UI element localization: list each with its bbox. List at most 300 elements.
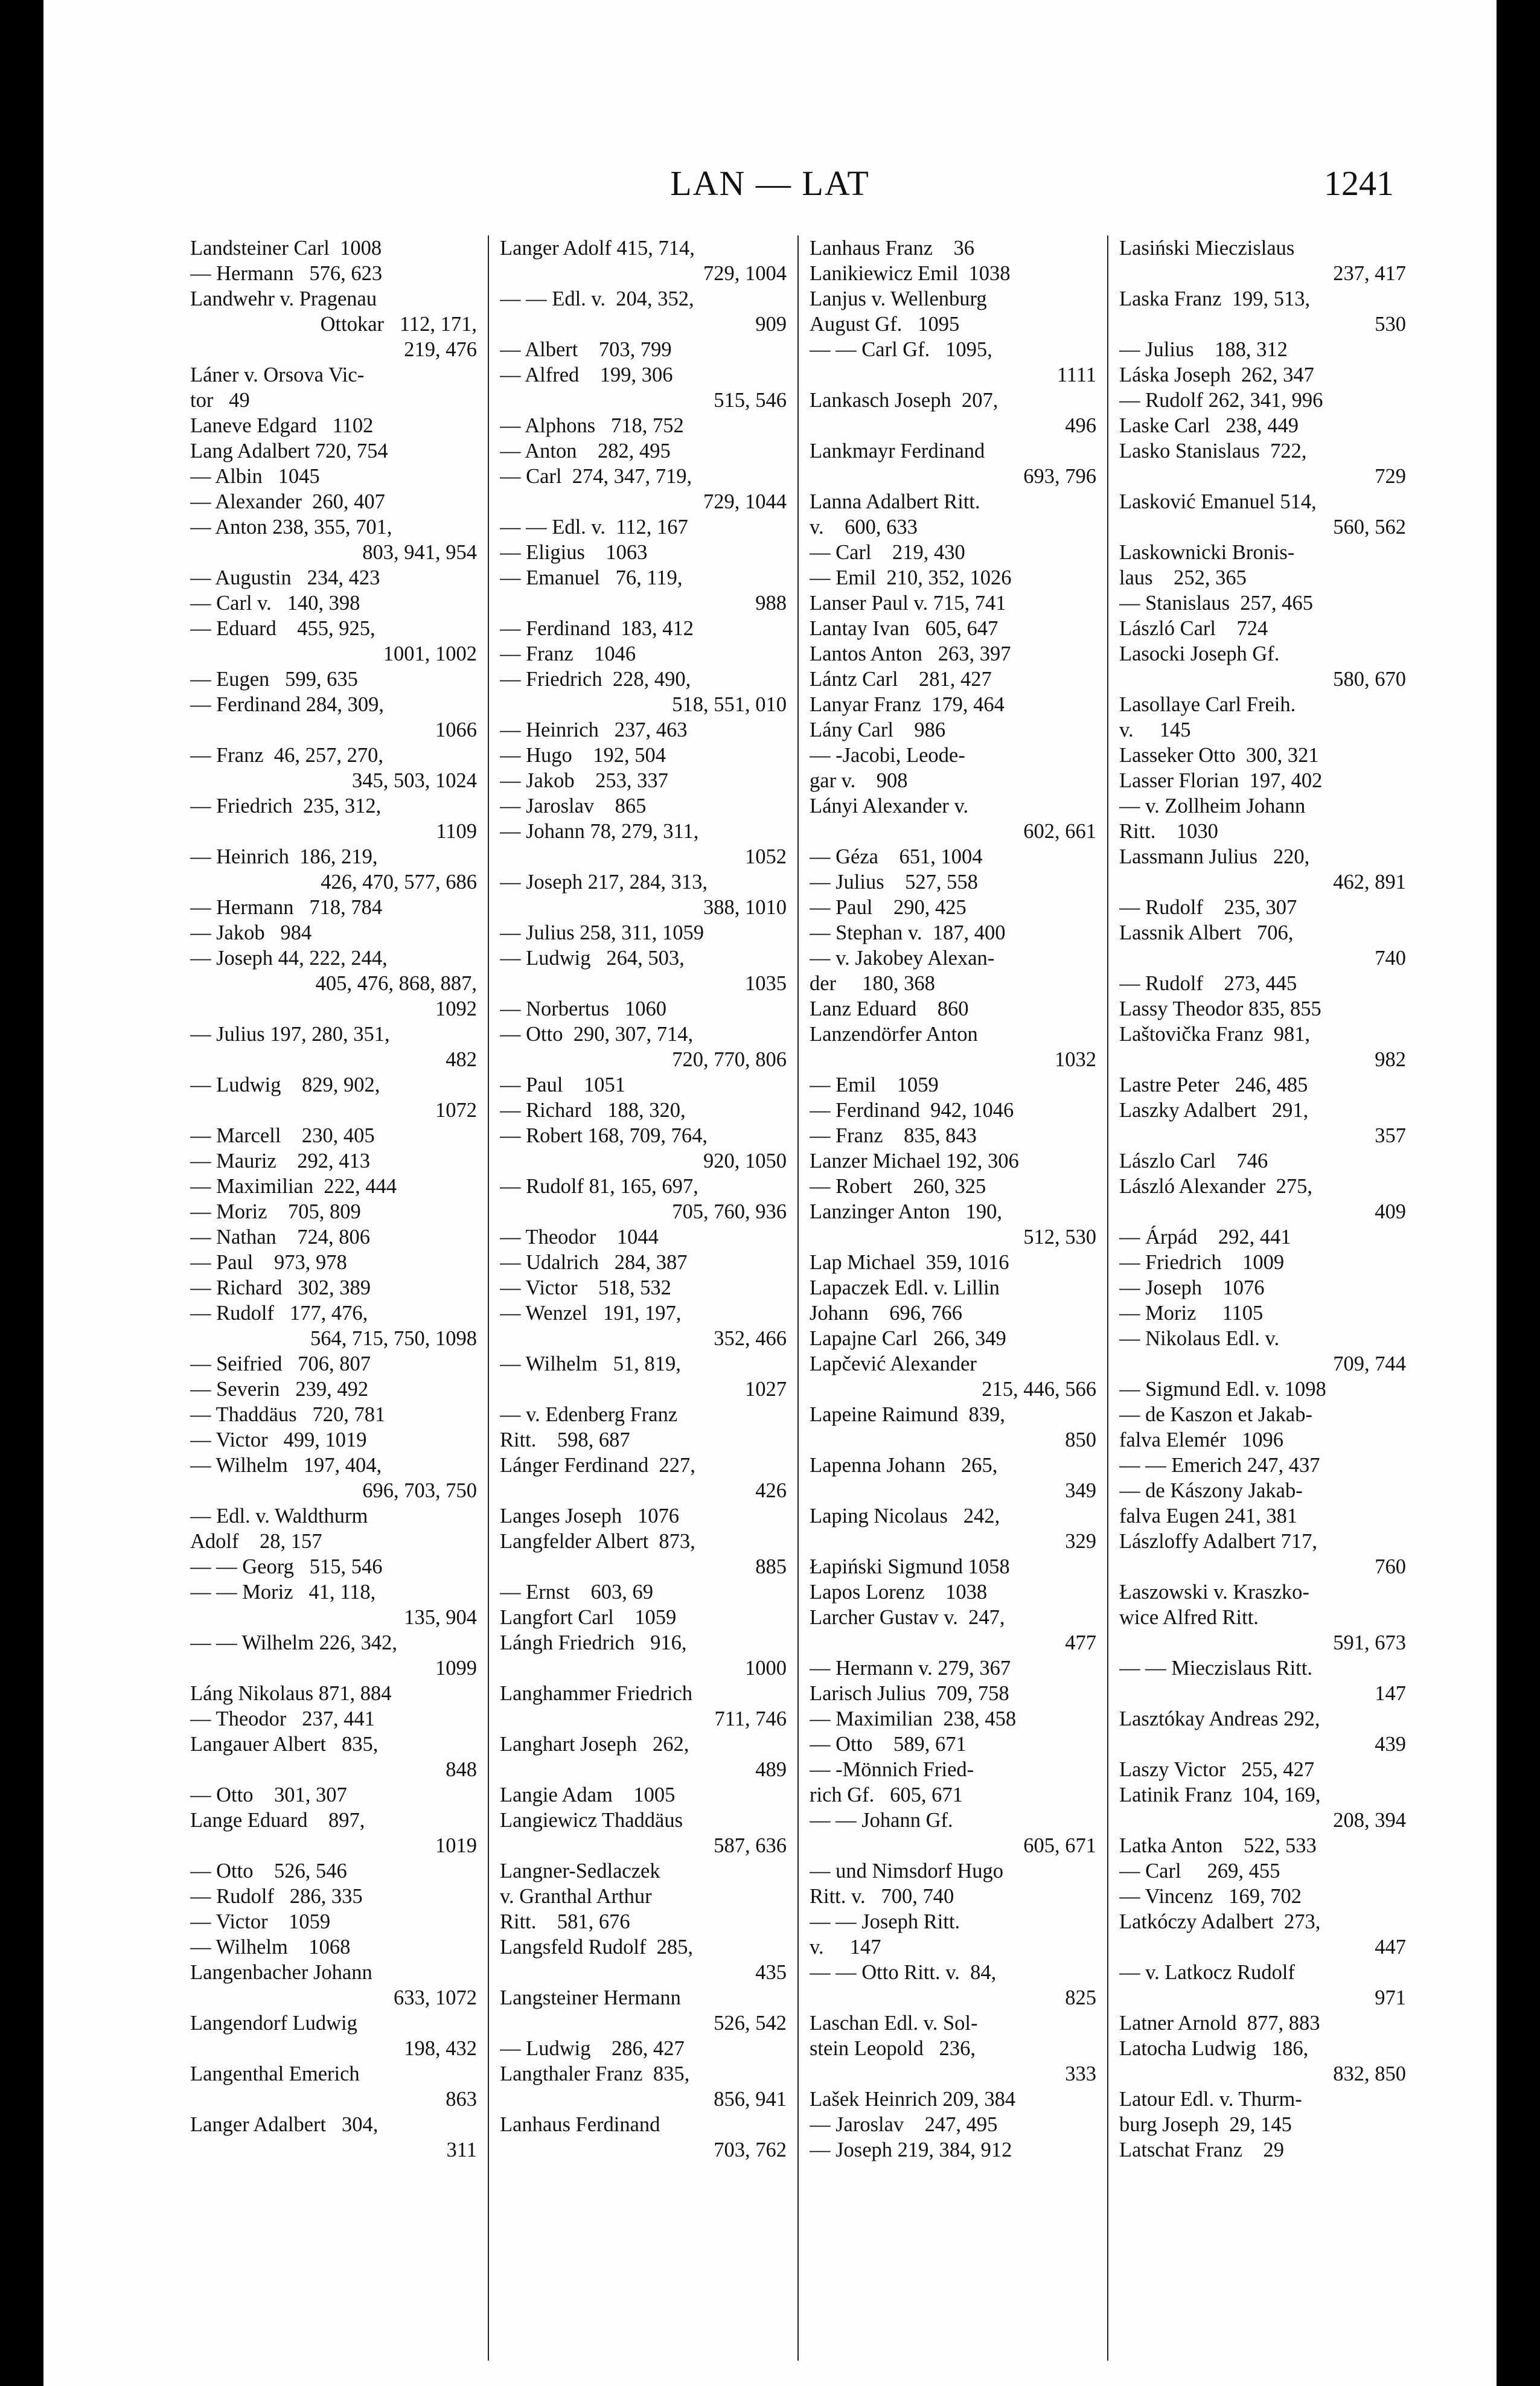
index-entry-line: 1000 [745,1657,787,1680]
index-entry-line: 311 [446,2138,477,2161]
index-entry-line: — Carl 269, 455 [1119,1860,1280,1882]
index-entry-line: v. 600, 633 [810,516,918,539]
index-entry-line: — und Nimsdorf Hugo [810,1860,1004,1882]
index-entry-line: Lászlo Carl 746 [1119,1150,1268,1172]
index-entry-line: — -Jacobi, Leode- [810,744,965,767]
index-entry-line: Langer Adalbert 304, [190,2113,379,2136]
index-entry-line: — Alphons 718, 752 [500,414,684,437]
index-entry-line: — Rudolf 273, 445 [1119,972,1297,995]
index-entry-line: — v. Zollheim Johann [1119,795,1306,817]
index-entry-line: Laszy Victor 255, 427 [1119,1758,1315,1781]
index-entry-line: Lanzendörfer Anton [810,1023,978,1046]
index-entry-line: Laska Franz 199, 513, [1119,287,1311,310]
index-entry-line: falva Eugen 241, 381 [1119,1505,1298,1527]
index-entry-line: 329 [1065,1530,1096,1553]
index-entry-line: — Mauriz 292, 413 [190,1150,371,1172]
index-entry-line: Laschan Edl. v. Sol- [810,2012,978,2035]
index-entry-line: — Friedrich 228, 490, [500,668,691,691]
index-entry-line: — Emanuel 76, 119, [500,566,683,589]
scan-edge-left [0,0,43,2386]
index-entry-line: 633, 1072 [394,1986,477,2009]
index-entry-line: — Sigmund Edl. v. 1098 [1119,1378,1326,1401]
index-entry-line: 885 [755,1555,787,1578]
index-entry-line: Lángh Friedrich 916, [500,1631,687,1654]
column-3 [799,235,1108,2361]
index-entry-line: — Stephan v. 187, 400 [810,921,1006,944]
index-entry-line: — Jakob 984 [190,921,312,944]
index-entry-line: Lanz Eduard 860 [810,997,969,1020]
index-entry-line: Lasocki Joseph Gf. [1119,642,1280,665]
index-entry-line: 147 [1375,1682,1406,1705]
index-entry-line: — Augustin 234, 423 [190,566,380,589]
index-entry-line: rich Gf. 605, 671 [810,1783,963,1806]
index-entry-line: — Joseph 1076 [1119,1276,1265,1299]
index-entry-line: 720, 770, 806 [672,1048,787,1071]
index-entry-line: — v. Latkocz Rudolf [1119,1961,1295,1984]
index-entry-line: 215, 446, 566 [982,1378,1096,1401]
index-entry-line: 333 [1065,2062,1096,2085]
index-entry-line: der 180, 368 [810,972,935,995]
index-entry-line: — Géza 651, 1004 [810,845,983,868]
index-entry-line: 705, 760, 936 [672,1200,787,1223]
index-entry-line: — — Mieczislaus Ritt. [1119,1657,1313,1680]
index-entry-line: 477 [1065,1631,1096,1654]
index-entry-line: 863 [446,2088,477,2111]
index-entry-line: — Otto 290, 307, 714, [500,1023,694,1046]
index-entry-line: — Heinrich 237, 463 [500,718,688,741]
index-entry-line: Ritt. 1030 [1119,820,1218,843]
index-entry-line: 982 [1375,1048,1406,1071]
index-entry-line: László Alexander 275, [1119,1175,1312,1198]
index-entry-line: 740 [1375,947,1406,970]
index-entry-line: — Carl v. 140, 398 [190,592,360,615]
index-entry-line: Lány Carl 986 [810,718,946,741]
index-entry-line: Langhammer Friedrich [500,1682,693,1705]
index-entry-line: Lassnik Albert 706, [1119,921,1294,944]
index-entry-line: Latka Anton 522, 533 [1119,1834,1317,1857]
index-entry-line: Lassy Theodor 835, 855 [1119,997,1321,1020]
index-entry-line: 848 [446,1758,477,1781]
index-entry-line: — Moriz 1105 [1119,1302,1264,1325]
index-entry-line: 729 [1375,465,1406,488]
index-entry-line: — Theodor 1044 [500,1226,659,1249]
index-entry-line: 349 [1065,1479,1096,1502]
index-entry-line: Lanna Adalbert Ritt. [810,490,980,513]
index-entry-line: 1001, 1002 [383,642,477,665]
index-entry-line: Laszky Adalbert 291, [1119,1099,1309,1122]
index-entry-line: — Nathan 724, 806 [190,1226,371,1249]
index-entry-line: — Friedrich 235, 312, [190,795,382,817]
index-entry-line: — Thaddäus 720, 781 [190,1403,386,1426]
index-entry-line: Laneve Edgard 1102 [190,414,374,437]
index-entry-line: 237, 417 [1333,262,1406,285]
index-entry-line: — Julius 197, 280, 351, [190,1023,390,1046]
index-entry-line: — Otto 526, 546 [190,1860,347,1882]
index-entry-line: — Maximilian 222, 444 [190,1175,397,1198]
index-entry-line: — v. Jakobey Alexan- [810,947,995,970]
index-entry-line: 496 [1065,414,1096,437]
index-entry-line: — Ferdinand 942, 1046 [810,1099,1014,1122]
index-entry-line: 515, 546 [714,389,787,412]
index-entry-line: 512, 530 [1023,1226,1096,1249]
column-1 [179,235,489,2361]
index-entry-line: Láska Joseph 262, 347 [1119,363,1314,386]
index-entry-line: Langthaler Franz 835, [500,2062,690,2085]
index-entry-line: Lang Adalbert 720, 754 [190,440,388,462]
index-entry-line: Lastre Peter 246, 485 [1119,1073,1308,1096]
index-entry-line: — Rudolf 81, 165, 697, [500,1175,698,1198]
index-entry-line: — Franz 835, 843 [810,1124,977,1147]
index-entry-line: 345, 503, 1024 [352,769,477,792]
index-entry-line: 909 [755,313,787,336]
index-entry-line: Laštovička Franz 981, [1119,1023,1311,1046]
index-entry-line: 1027 [745,1378,787,1401]
running-head: LAN — LAT [670,164,870,203]
index-entry-line: 1052 [745,845,787,868]
index-entry-line: — Robert 168, 709, 764, [500,1124,708,1147]
index-entry-line: Lašek Heinrich 209, 384 [810,2088,1016,2111]
index-entry-line: — Edl. v. Waldthurm [190,1505,368,1527]
index-entry-line: Latschat Franz 29 [1119,2138,1285,2161]
index-entry-line: Ritt. 598, 687 [500,1428,630,1451]
index-entry-line: 850 [1065,1428,1096,1451]
index-entry-line: Lányi Alexander v. [810,795,969,817]
index-entry-line: — Rudolf 177, 476, [190,1302,368,1325]
index-entry-line: 1111 [1056,363,1096,386]
index-entry-line: 198, 432 [404,2037,477,2060]
index-entry-line: — -Mönnich Fried- [810,1758,974,1781]
index-entry-line: Langie Adam 1005 [500,1783,676,1806]
index-entry-line: Lapeine Raimund 839, [810,1403,1005,1426]
index-entry-line: Lasko Stanislaus 722, [1119,440,1307,462]
index-entry-line: Lanhaus Franz 36 [810,237,975,260]
index-entry-line: 803, 941, 954 [362,541,477,564]
index-entry-line: — Ferdinand 284, 309, [190,693,385,716]
index-entry-line: Lasollaye Carl Freih. [1119,693,1296,716]
index-entry-line: gar v. 908 [810,769,908,792]
index-entry-line: Adolf 28, 157 [190,1530,322,1553]
index-entry-line: — Victor 518, 532 [500,1276,671,1299]
index-entry-line: Lanser Paul v. 715, 741 [810,592,1006,615]
index-entry-line: — Vincenz 169, 702 [1119,1885,1302,1908]
index-entry-line: 426 [755,1479,787,1502]
index-entry-line: Landwehr v. Pragenau [190,287,377,310]
page-header [43,163,1497,217]
index-entry-line: Lantos Anton 263, 397 [810,642,1011,665]
index-entry-line: Ritt. v. 700, 740 [810,1885,954,1908]
index-entry-line: 1019 [435,1834,477,1857]
index-entry-line: 135, 904 [404,1606,477,1629]
index-entry-line: 703, 762 [714,2138,787,2161]
index-entry-line: — Paul 1051 [500,1073,625,1096]
index-entry-line: — Stanislaus 257, 465 [1119,592,1314,615]
index-entry-line: — Richard 188, 320, [500,1099,686,1122]
index-entry-line: 489 [755,1758,787,1781]
index-entry-line: 1099 [435,1657,477,1680]
index-entry-line: 208, 394 [1333,1809,1406,1832]
index-entry-line: Lantay Ivan 605, 647 [810,617,998,640]
index-entry-line: Langauer Albert 835, [190,1733,379,1756]
index-entry-line: — Joseph 217, 284, 313, [500,871,708,894]
index-entry-line: Langenbacher Johann [190,1961,372,1984]
index-entry-line: Lap Michael 359, 1016 [810,1251,1009,1274]
index-entry-line: Lapenna Johann 265, [810,1454,998,1477]
index-entry-line: — Richard 302, 389 [190,1276,371,1299]
index-entry-line: Langhart Joseph 262, [500,1733,689,1756]
index-entry-line: 1072 [435,1099,477,1122]
index-entry-line: — Julius 258, 311, 1059 [500,921,704,944]
index-entry-line: Langer Adolf 415, 714, [500,237,695,260]
index-entry-line: 856, 941 [714,2088,787,2111]
index-entry-line: — — Edl. v. 112, 167 [500,516,688,539]
index-entry-line: — — Otto Ritt. v. 84, [810,1961,997,1984]
index-entry-line: — Friedrich 1009 [1119,1251,1285,1274]
index-entry-line: 580, 670 [1333,668,1406,691]
index-entry-line: Langsteiner Hermann [500,1986,681,2009]
index-entry-line: 530 [1375,313,1406,336]
index-entry-line: 1092 [435,997,477,1020]
index-entry-line: Lapos Lorenz 1038 [810,1581,988,1604]
index-entry-line: Lasković Emanuel 514, [1119,490,1317,513]
index-entry-line: — Árpád 292, 441 [1119,1226,1291,1249]
index-entry-line: — Robert 260, 325 [810,1175,986,1198]
page-number: 1241 [1324,164,1394,203]
index-entry-line: Langenthal Emerich [190,2062,360,2085]
index-entry-line: — Johann 78, 279, 311, [500,820,699,843]
index-entry-line: 709, 744 [1333,1352,1406,1375]
index-entry-line: — Maximilian 238, 458 [810,1707,1017,1730]
index-entry-line: 825 [1065,1986,1096,2009]
index-entry-line: — Emil 1059 [810,1073,939,1096]
index-entry-line: 1066 [435,718,477,741]
index-entry-line: 605, 671 [1023,1834,1096,1857]
index-entry-line: 518, 551, 010 [672,693,787,716]
index-entry-line: 1035 [745,972,787,995]
index-entry-line: — Eduard 455, 925, [190,617,375,640]
index-entry-line: — Hugo 192, 504 [500,744,666,767]
index-entry-line: Lassmann Julius 220, [1119,845,1310,868]
index-entry-line: — Otto 301, 307 [190,1783,347,1806]
index-entry-line: — Nikolaus Edl. v. [1119,1327,1280,1350]
index-entry-line: 1109 [436,820,477,843]
column-2 [489,235,799,2361]
index-entry-line: 426, 470, 577, 686 [321,871,477,894]
index-entry-line: falva Elemér 1096 [1119,1428,1284,1451]
index-entry-line: — Anton 238, 355, 701, [190,516,392,539]
index-entry-line: Langfelder Albert 873, [500,1530,695,1553]
index-entry-line: 526, 542 [714,2012,787,2035]
index-entry-line: Lankasch Joseph 207, [810,389,998,412]
index-entry-line: Lapčević Alexander [810,1352,977,1375]
index-entry-line: — v. Edenberg Franz [500,1403,678,1426]
index-entry-line: 357 [1375,1124,1406,1147]
index-entry-line: — Victor 499, 1019 [190,1428,367,1451]
index-entry-line: — Hermann 576, 623 [190,262,383,285]
scan-edge-right [1497,0,1540,2386]
index-entry-line: 729, 1044 [703,490,787,513]
index-entry-line: — Moriz 705, 809 [190,1200,361,1223]
index-entry-line: Langner-Sedlaczek [500,1860,660,1882]
index-entry-line: — Rudolf 235, 307 [1119,896,1297,919]
index-entry-line: — — Johann Gf. [810,1809,953,1832]
index-entry-line: — Carl 219, 430 [810,541,965,564]
index-entry-line: 760 [1375,1555,1406,1578]
index-entry-line: — — Edl. v. 204, 352, [500,287,694,310]
index-entry-line: — Marcell 230, 405 [190,1124,375,1147]
index-entry-line: — Ludwig 286, 427 [500,2037,685,2060]
index-entry-line: Lasztókay Andreas 292, [1119,1707,1320,1730]
index-entry-line: Langiewicz Thaddäus [500,1809,683,1832]
index-entry-line: Lanyar Franz 179, 464 [810,693,1005,716]
index-entry-line: 435 [755,1961,787,1984]
index-entry-line: 352, 466 [714,1327,787,1350]
index-entry-line: — — Georg 515, 546 [190,1555,383,1578]
index-entry-line: Landsteiner Carl 1008 [190,237,382,260]
index-entry-line: 439 [1375,1733,1406,1756]
index-entry-line: 388, 1010 [703,896,787,919]
index-entry-line: Lanikiewicz Emil 1038 [810,262,1011,285]
index-entry-line: 602, 661 [1023,820,1096,843]
index-entry-line: v. Granthal Arthur [500,1885,652,1908]
index-entry-line: wice Alfred Ritt. [1119,1606,1259,1629]
index-entry-line: Larcher Gustav v. 247, [810,1606,1005,1629]
index-entry-line: — Wilhelm 51, 819, [500,1352,681,1375]
index-entry-line: 693, 796 [1023,465,1096,488]
index-entry-line: — Norbertus 1060 [500,997,666,1020]
index-entry-line: Lászloffy Adalbert 717, [1119,1530,1317,1553]
index-entry-line: — Ludwig 829, 902, [190,1073,380,1096]
index-entry-line: — Albin 1045 [190,465,320,488]
index-entry-line: — Franz 1046 [500,642,636,665]
index-entry-line: 832, 850 [1333,2062,1406,2085]
index-entry-line: — Joseph 219, 384, 912 [810,2138,1012,2161]
index-entry-line: — Otto 589, 671 [810,1733,966,1756]
index-entry-line: 711, 746 [714,1707,787,1730]
index-entry-line: Johann 696, 766 [810,1302,962,1325]
index-entry-line: Latner Arnold 877, 883 [1119,2012,1320,2035]
index-entry-line: — Udalrich 284, 387 [500,1251,688,1274]
index-entry-line: — Jaroslav 865 [500,795,647,817]
index-entry-line: — Wilhelm 197, 404, [190,1454,382,1477]
index-entry-line: 1032 [1055,1048,1096,1071]
index-entry-line: — Theodor 237, 441 [190,1707,375,1730]
index-entry-line: Laping Nicolaus 242, [810,1505,1000,1527]
index-entry-line: 971 [1375,1986,1406,2009]
index-entry-line: August Gf. 1095 [810,313,960,336]
index-entry-line: — Ferdinand 183, 412 [500,617,694,640]
index-entry-line: Láner v. Orsova Vic- [190,363,365,386]
index-entry-line: — Jaroslav 247, 495 [810,2113,998,2136]
index-entry-line: — Eligius 1063 [500,541,648,564]
index-entry-line: — Emil 210, 352, 1026 [810,566,1012,589]
index-entry-line: — Joseph 44, 222, 244, [190,947,388,970]
index-entry-line: — Rudolf 286, 335 [190,1885,363,1908]
index-entry-line: — — Moriz 41, 118, [190,1581,376,1604]
index-columns [179,235,1417,2361]
index-entry-line: 591, 673 [1333,1631,1406,1654]
index-entry-line: Latkóczy Adalbert 273, [1119,1910,1321,1933]
index-entry-line: — Heinrich 186, 219, [190,845,378,868]
index-entry-line: — Severin 239, 492 [190,1378,369,1401]
index-entry-line: Larisch Julius 709, 758 [810,1682,1009,1705]
index-entry-line: — Ernst 603, 69 [500,1581,653,1604]
index-entry-line: tor 49 [190,389,250,412]
index-entry-line: — de Kászony Jakab- [1119,1479,1303,1502]
index-entry-line: 482 [446,1048,477,1071]
index-entry-line: 447 [1375,1936,1406,1959]
index-entry-line: — Rudolf 262, 341, 996 [1119,389,1323,412]
index-entry-line: Lankmayr Ferdinand [810,440,985,462]
index-entry-line: Langsfeld Rudolf 285, [500,1936,694,1959]
index-entry-line: Láng Nikolaus 871, 884 [190,1682,392,1705]
column-4 [1108,235,1417,2361]
index-entry-line: Lasser Florian 197, 402 [1119,769,1323,792]
index-entry-line: — Eugen 599, 635 [190,668,358,691]
index-entry-line: 564, 715, 750, 1098 [310,1327,477,1350]
index-entry-line: Ottokar 112, 171, [320,313,477,336]
index-entry-line: — Alfred 199, 306 [500,363,673,386]
index-entry-line: stein Leopold 236, [810,2037,976,2060]
index-entry-line: Lapajne Carl 266, 349 [810,1327,1006,1350]
index-entry-line: Lapaczek Edl. v. Lillin [810,1276,1000,1299]
index-entry-line: — de Kaszon et Jakab- [1119,1403,1312,1426]
index-entry-line: — — Emerich 247, 437 [1119,1454,1320,1477]
index-entry-line: 462, 891 [1333,871,1406,894]
index-entry-line: 587, 636 [714,1834,787,1857]
index-entry-line: Lanjus v. Wellenburg [810,287,987,310]
index-entry-line: — Hermann v. 279, 367 [810,1657,1011,1680]
index-entry-line: Latocha Ludwig 186, [1119,2037,1309,2060]
index-entry-line: Laske Carl 238, 449 [1119,414,1299,437]
index-entry-line: — Paul 290, 425 [810,896,966,919]
index-entry-line: 729, 1004 [703,262,787,285]
index-entry-line: Langes Joseph 1076 [500,1505,680,1527]
index-entry-line: — Julius 527, 558 [810,871,978,894]
index-entry-line: — Carl 274, 347, 719, [500,465,692,488]
index-entry-line: — Anton 282, 495 [500,440,671,462]
index-entry-line: Lánger Ferdinand 227, [500,1454,695,1477]
index-entry-line: — Wilhelm 1068 [190,1936,351,1959]
index-entry-line: Lántz Carl 281, 427 [810,668,992,691]
index-entry-line: Langfort Carl 1059 [500,1606,677,1629]
index-entry-line: — Victor 1059 [190,1910,331,1933]
index-entry-line: Łaszowski v. Kraszko- [1119,1581,1309,1604]
index-entry-line: — Albert 703, 799 [500,338,672,361]
index-entry-line: Laskownicki Bronis- [1119,541,1295,564]
index-entry-line: — Seifried 706, 807 [190,1352,371,1375]
index-entry-line: Lanzinger Anton 190, [810,1200,1003,1223]
index-entry-line: — Hermann 718, 784 [190,896,383,919]
index-entry-line: 696, 703, 750 [362,1479,477,1502]
index-entry-line: 219, 476 [404,338,477,361]
index-entry-line: — — Joseph Ritt. [810,1910,960,1933]
index-entry-line: — Ludwig 264, 503, [500,947,685,970]
index-entry-line: v. 147 [810,1936,881,1959]
index-entry-line: Lanhaus Ferdinand [500,2113,660,2136]
index-entry-line: — — Carl Gf. 1095, [810,338,992,361]
index-entry-line: 988 [755,592,787,615]
index-entry-line: laus 252, 365 [1119,566,1247,589]
document-page [43,0,1497,2386]
index-entry-line: — Wenzel 191, 197, [500,1302,682,1325]
index-entry-line: — Jakob 253, 337 [500,769,668,792]
index-entry-line: — Julius 188, 312 [1119,338,1288,361]
index-entry-line: Latour Edl. v. Thurm- [1119,2088,1302,2111]
index-entry-line: — Franz 46, 257, 270, [190,744,384,767]
index-entry-line: Lasseker Otto 300, 321 [1119,744,1319,767]
index-entry-line: 405, 476, 868, 887, [315,972,477,995]
index-entry-line: — Alexander 260, 407 [190,490,385,513]
